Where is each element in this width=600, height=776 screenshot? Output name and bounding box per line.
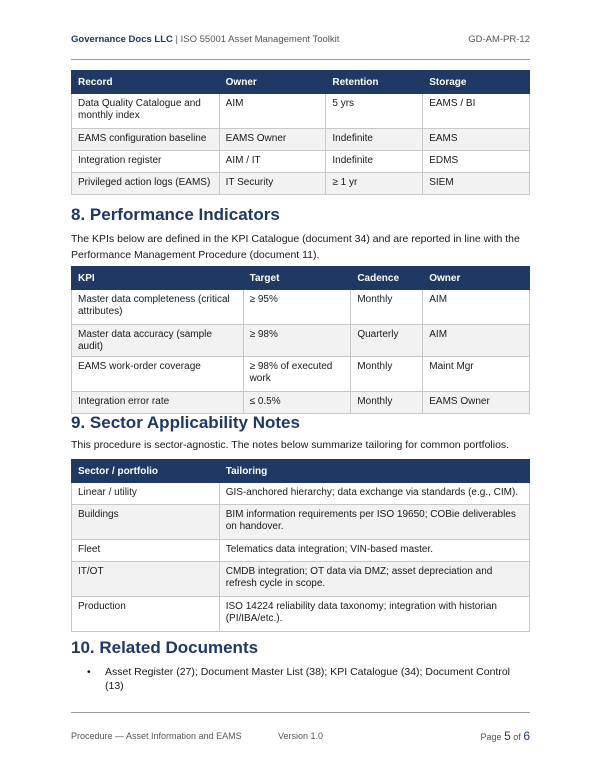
table-cell: ISO 14224 reliability data taxonomy; integration with historian (PI/IBA/etc.). bbox=[219, 597, 529, 632]
table-cell: Indefinite bbox=[326, 151, 423, 173]
table-cell: Privileged action logs (EAMS) bbox=[72, 173, 220, 195]
table-row bbox=[72, 94, 530, 129]
column-header: Retention bbox=[326, 71, 423, 94]
section-intro: This procedure is sector-agnostic. The notes below summarize tailoring for common portfolios. bbox=[71, 439, 510, 451]
table-row bbox=[72, 483, 530, 505]
column-header: Target bbox=[243, 267, 351, 290]
doc-id: GD-AM-PR-12 bbox=[468, 34, 530, 45]
column-header: Storage bbox=[423, 71, 530, 94]
list-item bbox=[71, 665, 530, 693]
page-header bbox=[71, 34, 530, 45]
table-cell: Integration error rate bbox=[72, 392, 244, 414]
table-cell: Monthly bbox=[351, 290, 423, 325]
footer-rule bbox=[71, 712, 530, 713]
table-cell: EAMS / BI bbox=[423, 94, 530, 129]
table-cell: ≥ 1 yr bbox=[326, 173, 423, 195]
column-header: Tailoring bbox=[219, 460, 529, 483]
table-cell: Master data accuracy (sample audit) bbox=[72, 325, 244, 357]
list-item-text: Asset Register (27); Document Master List (38); KPI Catalogue (34); Document Control (13) bbox=[105, 666, 510, 692]
table-cell: Integration register bbox=[72, 151, 220, 173]
table-cell: BIM information requirements per ISO 19650; COBie deliverables on handover. bbox=[219, 505, 529, 540]
kpi-table bbox=[71, 266, 530, 414]
table-cell: EAMS Owner bbox=[423, 392, 530, 414]
table-cell: 5 yrs bbox=[326, 94, 423, 129]
table-cell: CMDB integration; OT data via DMZ; asset depreciation and refresh cycle in scope. bbox=[219, 562, 529, 597]
page-number: Page 5 of 6 bbox=[480, 729, 530, 743]
table-cell: ≤ 0.5% bbox=[243, 392, 351, 414]
table-cell: ≥ 98% of executed work bbox=[243, 357, 351, 392]
table-cell: SIEM bbox=[423, 173, 530, 195]
table-row bbox=[72, 597, 530, 632]
table-cell: Monthly bbox=[351, 392, 423, 414]
table-cell: Monthly bbox=[351, 357, 423, 392]
section-intro: The KPIs below are defined in the KPI Catalogue (document 34) and are reported in line with the Performance Management Procedure (document 11). bbox=[71, 233, 520, 261]
table-row bbox=[72, 151, 530, 173]
table-cell: ≥ 95% bbox=[243, 290, 351, 325]
table-cell: IT Security bbox=[219, 173, 326, 195]
table-cell: Production bbox=[72, 597, 220, 632]
table-cell: Master data completeness (critical attributes) bbox=[72, 290, 244, 325]
table-row bbox=[72, 540, 530, 562]
sector-table bbox=[71, 459, 530, 632]
related-documents-list bbox=[71, 665, 530, 693]
column-header: Owner bbox=[219, 71, 326, 94]
table-cell: Fleet bbox=[72, 540, 220, 562]
table-cell: Quarterly bbox=[351, 325, 423, 357]
table-cell: AIM / IT bbox=[219, 151, 326, 173]
column-header: Sector / portfolio bbox=[72, 460, 220, 483]
column-header: Record bbox=[72, 71, 220, 94]
table-cell: AIM bbox=[423, 325, 530, 357]
table-cell: Buildings bbox=[72, 505, 220, 540]
table-cell: EAMS bbox=[423, 129, 530, 151]
column-header: Owner bbox=[423, 267, 530, 290]
section-heading-related-documents: 10. Related Documents bbox=[71, 638, 259, 657]
table-row bbox=[72, 505, 530, 540]
table-cell: Telematics data integration; VIN-based master. bbox=[219, 540, 529, 562]
section-heading-performance-indicators: 8. Performance Indicators bbox=[71, 205, 280, 224]
column-header: KPI bbox=[72, 267, 244, 290]
table-cell: EDMS bbox=[423, 151, 530, 173]
table-cell: AIM bbox=[423, 290, 530, 325]
table-row bbox=[72, 392, 530, 414]
table-row bbox=[72, 325, 530, 357]
table-cell: GIS-anchored hierarchy; data exchange via standards (e.g., CIM). bbox=[219, 483, 529, 505]
table-cell: Data Quality Catalogue and monthly index bbox=[72, 94, 220, 129]
table-cell: EAMS work-order coverage bbox=[72, 357, 244, 392]
table-row bbox=[72, 129, 530, 151]
table-cell: Maint Mgr bbox=[423, 357, 530, 392]
section-heading-sector-applicability: 9. Sector Applicability Notes bbox=[71, 413, 300, 432]
table-row bbox=[72, 290, 530, 325]
header-rule bbox=[71, 59, 530, 60]
bullet: • bbox=[87, 666, 91, 678]
records-table bbox=[71, 70, 530, 195]
footer-doc-title: Procedure — Asset Information and EAMS bbox=[71, 731, 242, 741]
table-cell: Linear / utility bbox=[72, 483, 220, 505]
table-header-row bbox=[72, 71, 530, 94]
table-row bbox=[72, 357, 530, 392]
toolkit-name: ISO 55001 Asset Management Toolkit bbox=[180, 34, 340, 45]
page-footer bbox=[71, 731, 530, 741]
footer-version: Version 1.0 bbox=[278, 731, 324, 741]
table-header-row bbox=[72, 267, 530, 290]
column-header: Cadence bbox=[351, 267, 423, 290]
table-cell: EAMS configuration baseline bbox=[72, 129, 220, 151]
table-cell: IT/OT bbox=[72, 562, 220, 597]
table-row bbox=[72, 562, 530, 597]
header-separator: | bbox=[175, 34, 178, 45]
org-name: Governance Docs LLC bbox=[71, 34, 173, 45]
table-cell: EAMS Owner bbox=[219, 129, 326, 151]
table-cell: AIM bbox=[219, 94, 326, 129]
table-header-row bbox=[72, 460, 530, 483]
table-cell: Indefinite bbox=[326, 129, 423, 151]
table-cell: ≥ 98% bbox=[243, 325, 351, 357]
table-row bbox=[72, 173, 530, 195]
